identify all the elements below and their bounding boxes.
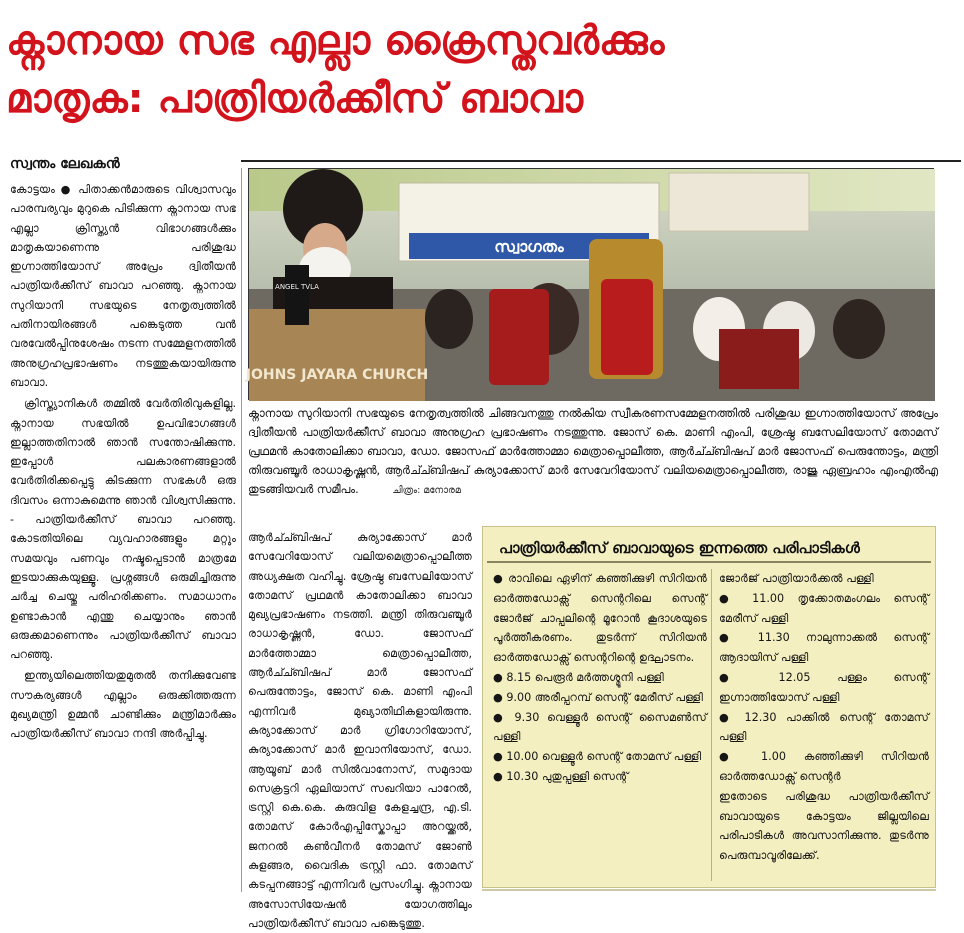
byline: സ്വന്തം ലേഖകൻ (10, 156, 120, 172)
banner-text: സ്വാഗതം (494, 237, 564, 256)
schedule-item: ● 10.30 പുതുപ്പള്ളി സെന്റ് (493, 769, 629, 783)
schedule-column-left (493, 569, 707, 787)
schedule-item: ● 12.30 പാക്കിൽ സെന്റ് തോമസ് പള്ളി (719, 710, 929, 744)
article-column-left (10, 180, 236, 892)
schedule-column-right (719, 569, 929, 866)
headline (6, 12, 956, 128)
article-paragraph-2: ക്രിസ്ത്യാനികൾ തമ്മിൽ വേർതിരിവുകളില്ല. ക്നാനായ സഭയിൽ ഉപവിഭാഗങ്ങൾ ഇല്ലാത്തതിനാൽ ഞാൻ സന്തോഷിക്കുന്നു. ഇപ്പോൾ പലകാരണങ്ങളാൽ വേർതിരിക്കപ്പെട്ടു കിടക്കുന്ന സഭകൾ ഒരു ദിവസം ഒന്നാകുമെന്നു ഞാൻ വിശ്വസിക്കുന്നു. - പാത്രിയർക്കീസ് ബാവാ പറഞ്ഞു. കോടതിയിലെ വ്യവഹാരങ്ങളും മറ്റും സമയവും പണവും നഷ്ടപ്പെടാൻ മാത്രമേ ഇടയാക്കുകയുള്ളൂ. പ്രശ്നങ്ങൾ ഒരുമിച്ചിരുന്നു ചർച്ച ചെയ്തു പരിഹരിക്കണം. സമാധാനം ഉണ്ടാകാൻ എന്തു ചെയ്യാനും ഞാൻ ഒരുക്കമാണെന്നും പാത്രിയർക്കീസ് ബാവാ പറഞ്ഞു. (10, 397, 236, 662)
photo-illustration (245, 169, 935, 401)
schedule-item: ● 11.30 നാലുന്നാക്കൽ സെന്റ് ആദായിസ് പള്ളി (719, 631, 929, 665)
column-divider (241, 168, 242, 892)
schedule-divider (711, 569, 712, 881)
photo-caption (248, 404, 938, 500)
schedule-item: ● 1.00 കഞ്ഞിക്കുഴി സിറിയൻ ഓർത്തഡോക്സ് സെന്റർ (719, 750, 929, 783)
podium-text: JOHNS JAYARA CHURCH (245, 367, 429, 383)
article-column-middle (248, 528, 472, 930)
schedule-item: ● 9.30 വെള്ളൂർ സെന്റ് സൈമൺസ് പള്ളി (493, 710, 707, 744)
article-paragraph-3: ഇന്ത്യയിലെത്തിയതുമുതൽ തനിക്കുവേണ്ട സൗകര്യങ്ങൾ എല്ലാം ഒരുക്കിത്തരുന്ന മുഖ്യമന്ത്രി ഉമ്മൻ ചാണ്ടിക്കും മന്ത്രിമാർക്കും പാത്രിയർക്കീസ് ബാവാ നന്ദി അർപ്പിച്ചു. (10, 669, 236, 741)
photo-credit: ചിത്രം: മനോരമ (392, 485, 461, 496)
schedule-item: ● 12.05 പള്ളം സെന്റ് ഇഗ്നാത്തിയോസ് പള്ളി (719, 670, 929, 704)
microphone-brand: ANGEL TVLA (275, 283, 319, 291)
caption-text: ക്നാനായ സുറിയാനി സഭയുടെ നേതൃത്വത്തിൽ ചിങ്ങവനത്തു നൽകിയ സ്വീകരണസമ്മേളനത്തിൽ പരിശുദ്ധ ഇഗ്നാത്തിയോസ് അപ്രേം ദ്വിതീയൻ പാത്രിയർക്കീസ് ബാവാ അനുഗ്രഹ പ്രഭാഷണം നടത്തുന്നു. ജോസ് കെ. മാണി എംപി, ശ്രേഷ്ഠ ബസേലിയോസ് തോമസ് പ്രഥമൻ കാതോലിക്കാ ബാവാ, ഡോ. ജോസഫ് മാർത്തോമ്മാ മെത്രാപ്പൊലീത്ത, ആർച്ച്ബിഷപ് മാർ ജോസഫ് പെരുന്തോട്ടം, മന്ത്രി തിരുവഞ്ചൂർ രാധാകൃഷ്ണൻ, ആർച്ച്ബിഷപ് കുര്യാക്കോസ് മാർ സേവേറിയോസ് വലിയമെത്രാപ്പൊലീത്ത, രാജു ഏബ്രഹാം എംഎൽഎ തുടങ്ങിയവർ സമീപം. (248, 406, 938, 496)
bottom-rule (482, 889, 936, 891)
headline-line-1: ക്നാനായ സഭ എല്ലാ ക്രൈസ്തവർക്കും (6, 18, 665, 64)
news-photo (245, 168, 934, 400)
article-paragraph-1: കോട്ടയം ● പിതാക്കൻമാരുടെ വിശ്വാസവും പാരമ്പര്യവും മുറുകെ പിടിക്കുന്ന ക്നാനായ സഭ എല്ലാ ക്രിസ്ത്യൻ വിഭാഗങ്ങൾക്കും മാതൃകയാണെന്നു പരിശുദ്ധ ഇഗ്നാത്തിയോസ് അപ്രേം ദ്വിതീയൻ പാത്രിയർക്കീസ് ബാവാ പറഞ്ഞു. ക്നാനായ സുറിയാനി സഭയുടെ നേതൃത്വത്തിൽ പതിനായിരങ്ങൾ പങ്കെടുത്ത വൻ വരവേൽപ്പിനുശേഷം നടന്ന സമ്മേളനത്തിൽ അനുഗ്രഹപ്രഭാഷണം നടത്തുകയായിരുന്നു ബാവാ. (10, 183, 236, 389)
article-paragraph-4: ആർച്ച്ബിഷപ് കുര്യാക്കോസ് മാർ സേവേറിയോസ് വലിയമെത്രാപ്പൊലീത്ത അധ്യക്ഷത വഹിച്ചു. ശ്രേഷ്ഠ ബസേലിയോസ് തോമസ് പ്രഥമൻ കാതോലിക്കാ ബാവാ മുഖ്യപ്രഭാഷണം നടത്തി. മന്ത്രി തിരുവഞ്ചൂർ രാധാകൃഷ്ണൻ, ഡോ. ജോസഫ് മാർത്തോമ്മാ മെത്രാപ്പൊലീത്ത, ആർച്ച്ബിഷപ് മാർ ജോസഫ് പെരുന്തോട്ടം, ജോസ് കെ. മാണി എംപി എന്നിവർ മുഖ്യാതിഥികളായിരുന്നു. കുര്യാക്കോസ് മാർ ഗ്രിഗോറിയോസ്, കുര്യാക്കോസ് മാർ ഇവാനിയോസ്, ഡോ. ആയൂബ് മാർ സിൽവാനോസ്, സമുദായ സെക്രട്ടറി ഏലിയാസ് സഖറിയാ പാറേൽ, ട്രസ്റ്റി കെ.കെ. കുരുവിള കേളച്ചന്ദ്ര, എ.ടി. തോമസ് കോർഎപ്പിസ്കോപ്പാ അറയ്ക്കൽ, ജനറൽ കൺവീനർ തോമസ് ജോൺ കുളങ്ങര, വൈദിക ട്രസ്റ്റി ഫാ. തോമസ് കടപ്പനങ്ങാട്ട് എന്നിവർ പ്രസംഗിച്ചു. ക്നാനായ അസോസിയേഷൻ യോഗത്തിലും പാത്രിയർക്കീസ് ബാവാ പങ്കെടുത്തു. (248, 531, 472, 930)
headline-line-2: മാതൃക: പാത്രിയർക്കീസ് ബാവാ (6, 76, 583, 122)
schedule-item: ● രാവിലെ ഏഴിന് കഞ്ഞിക്കുഴി സിറിയൻ ഓർത്തഡോക്സ് സെന്ററിലെ സെന്റ് ജോർജ് ചാപ്പലിന്റെ മൂറോൻ കൂദാശയുടെ പൂർത്തീകരണം. തുടർന്ന് സിറിയൻ ഓർത്തഡോക്സ് സെന്ററിന്റെ ഉദ്ഘാടനം. (493, 572, 707, 665)
schedule-item: ● 11.00 തൃക്കോതമംഗലം സെന്റ് മേരീസ് പള്ളി (719, 591, 929, 625)
top-rule (241, 160, 961, 162)
schedule-item: ജോർജ് പാത്രിയാർക്കൽ പള്ളി (719, 572, 874, 585)
schedule-box (482, 526, 936, 888)
schedule-item: ● 10.00 വെള്ളൂർ സെന്റ് തോമസ് പള്ളി (493, 750, 702, 764)
schedule-item: ● 9.00 അരീപ്പറമ്പ് സെന്റ് മേരീസ് പള്ളി (493, 690, 703, 704)
schedule-closing-note: ഇതോടെ പരിശുദ്ധ പാത്രിയർക്കീസ് ബാവായുടെ കോട്ടയം ജില്ലയിലെ പരിപാടികൾ അവസാനിക്കുന്നു. തുടർന്നു പെരുമ്പാവൂരിലേക്ക്. (719, 789, 929, 863)
schedule-item: ● 8.15 പെരൂർ മർത്തശ്മൂനി പള്ളി (493, 670, 664, 684)
schedule-title: പാത്രിയർക്കീസ് ബാവായുടെ ഇന്നത്തെ പരിപാടികൾ (487, 533, 931, 563)
